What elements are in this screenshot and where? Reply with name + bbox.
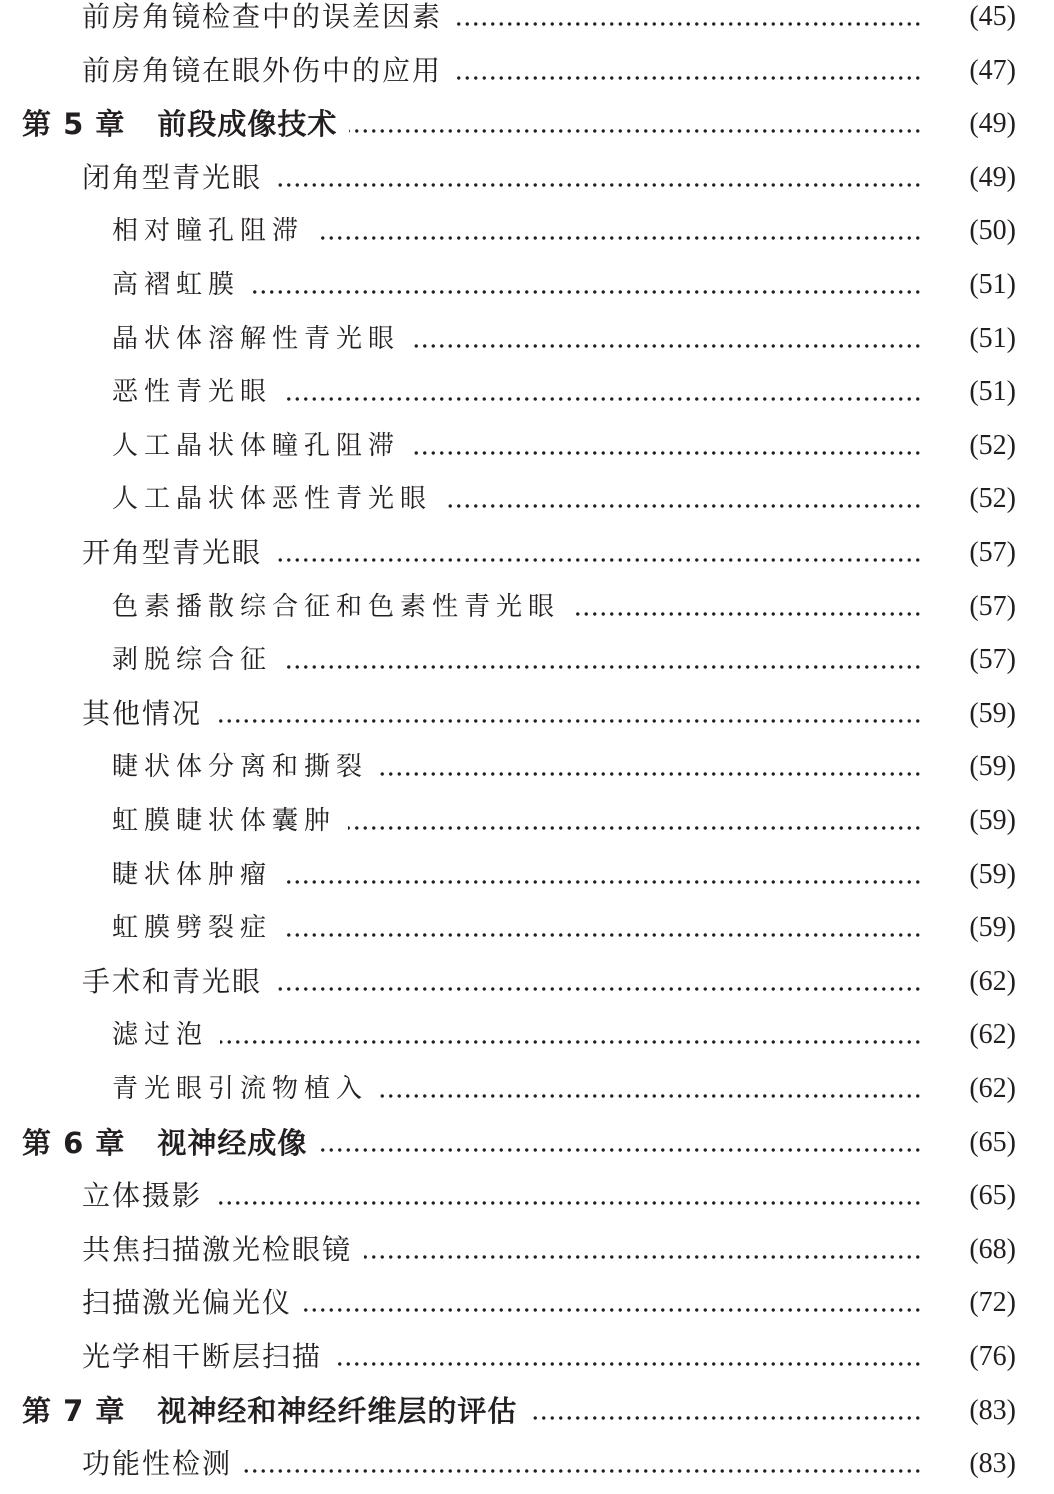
toc-row: [0, 526, 1054, 580]
dot-leader: [284, 365, 922, 419]
toc-row: [0, 44, 1054, 98]
dot-leader: [444, 472, 922, 526]
toc-row: [0, 204, 1054, 258]
toc-entry-title: 人工晶状体恶性青光眼: [112, 484, 433, 515]
toc-entry-title: 滤过泡: [112, 1020, 209, 1051]
toc-row: [0, 0, 1054, 44]
page-number: (59): [963, 740, 1016, 794]
toc-entry-title: 共焦扫描激光检眼镜: [82, 1232, 353, 1266]
toc-entry-title: 相对瞳孔阻滞: [112, 216, 305, 247]
page-number: (65): [963, 1116, 1016, 1170]
dot-leader: [454, 44, 922, 98]
toc-section-entry: [82, 1437, 240, 1491]
dot-leader: [284, 901, 922, 955]
toc-row: [0, 419, 1054, 473]
page-number: (62): [963, 1062, 1016, 1116]
toc-entry-title: 功能性检测: [82, 1447, 233, 1481]
toc-section-entry: [82, 1169, 210, 1223]
page-number: (50): [963, 204, 1016, 258]
toc-sub-entry: [112, 794, 344, 848]
dot-leader: [348, 794, 922, 848]
toc-row: [0, 472, 1054, 526]
toc-entry-title: 其他情况: [82, 696, 203, 730]
dot-leader: [364, 1223, 922, 1277]
dot-leader: [274, 526, 922, 580]
toc-row: [0, 1008, 1054, 1062]
toc-sub-entry: [112, 1062, 376, 1116]
toc-section-entry: [82, 955, 270, 1009]
dot-leader: [214, 687, 922, 741]
chapter-number: 第 6 章: [22, 1125, 126, 1160]
toc-row: [0, 151, 1054, 205]
toc-row: [0, 365, 1054, 419]
page-number: (49): [963, 97, 1016, 151]
toc-row: [0, 312, 1054, 366]
toc-row: [0, 687, 1054, 741]
page-number: (59): [963, 794, 1016, 848]
dot-leader: [529, 1384, 922, 1438]
dot-leader: [412, 419, 922, 473]
page-number: (57): [963, 526, 1016, 580]
page-number: (45): [963, 0, 1016, 44]
chapter-number: 第 7 章: [22, 1393, 126, 1428]
page-number: (49): [963, 151, 1016, 205]
toc-entry-title: 手术和青光眼: [82, 964, 263, 998]
toc-sub-entry: [112, 472, 440, 526]
page-number: (51): [963, 365, 1016, 419]
dot-leader: [380, 740, 922, 794]
page-number: (52): [963, 419, 1016, 473]
toc-section-entry: [82, 687, 210, 741]
toc-row: [0, 580, 1054, 634]
dot-leader: [304, 1276, 922, 1330]
dot-leader: [454, 0, 922, 44]
toc-row: [0, 1437, 1054, 1491]
page-number: (59): [963, 901, 1016, 955]
dot-leader: [274, 955, 922, 1009]
toc-entry-title: 视神经成像: [157, 1125, 308, 1160]
toc-section-entry: [82, 44, 450, 98]
page-number: (83): [963, 1384, 1016, 1438]
toc-sub-entry: [112, 901, 280, 955]
toc-sub-entry: [112, 258, 248, 312]
toc-entry-title: 闭角型青光眼: [82, 160, 263, 194]
toc-row: [0, 955, 1054, 1009]
toc-section-entry: [82, 151, 270, 205]
toc-row: [0, 97, 1054, 151]
page-number: (72): [963, 1276, 1016, 1330]
toc-entry-title: 扫描激光偏光仪: [82, 1286, 293, 1320]
toc-sub-entry: [112, 419, 408, 473]
dot-leader: [284, 633, 922, 687]
toc-section-entry: [82, 0, 450, 44]
toc-sub-entry: [112, 1008, 216, 1062]
dot-leader: [412, 312, 922, 366]
toc-entry-title: 高褶虹膜: [112, 270, 241, 300]
page-number: (57): [963, 633, 1016, 687]
page-number: (76): [963, 1330, 1016, 1384]
toc-row: [0, 1223, 1054, 1277]
page-number: (65): [963, 1169, 1016, 1223]
page-number: (51): [963, 312, 1016, 366]
toc-row: [0, 1116, 1054, 1170]
toc-sub-entry: [112, 580, 568, 634]
page-number: (59): [963, 687, 1016, 741]
toc-entry-title: 前房角镜在眼外伤中的应用: [82, 53, 443, 87]
toc-sub-entry: [112, 365, 280, 419]
toc-row: [0, 848, 1054, 902]
page-number: (62): [963, 955, 1016, 1009]
dot-leader: [214, 1169, 922, 1223]
dot-leader: [284, 848, 922, 902]
dot-leader: [244, 1437, 922, 1491]
toc-sub-entry: [112, 312, 408, 366]
toc-entry-title: 视神经和神经纤维层的评估: [157, 1393, 518, 1428]
toc-entry-title: 色素播散综合征和色素性青光眼: [112, 591, 561, 622]
toc-row: [0, 258, 1054, 312]
page-number: (59): [963, 848, 1016, 902]
dot-leader: [572, 580, 922, 634]
dot-leader: [316, 204, 922, 258]
dot-leader: [380, 1062, 922, 1116]
toc-section-entry: [82, 1223, 360, 1277]
toc-entry-title: 晶状体溶解性青光眼: [112, 323, 401, 354]
page-number: (51): [963, 258, 1016, 312]
toc-row: [0, 901, 1054, 955]
toc-entry-title: 光学相干断层扫描: [82, 1340, 323, 1373]
toc-chapter-entry: [22, 1384, 525, 1438]
toc-entry-title: 前段成像技术: [157, 107, 338, 142]
toc-row: [0, 1276, 1054, 1330]
toc-row: [0, 1384, 1054, 1438]
toc-sub-entry: [112, 633, 280, 687]
toc-sub-entry: [112, 204, 312, 258]
toc-entry-title: 睫状体分离和撕裂: [112, 752, 369, 783]
toc-row: [0, 633, 1054, 687]
chapter-number: 第 5 章: [22, 107, 126, 142]
dot-leader: [220, 1008, 922, 1062]
page-number: (62): [963, 1008, 1016, 1062]
toc-chapter-entry: [22, 1116, 315, 1170]
toc-row: [0, 740, 1054, 794]
page-number: (83): [963, 1437, 1016, 1491]
toc-row: [0, 1330, 1054, 1384]
dot-leader: [319, 1116, 922, 1170]
page-number: (57): [963, 580, 1016, 634]
toc-row: [0, 1062, 1054, 1116]
toc-row: [0, 794, 1054, 848]
toc-entry-title: 睫状体肿瘤: [112, 859, 273, 890]
page-number: (47): [963, 44, 1016, 98]
toc-sub-entry: [112, 740, 376, 794]
toc-chapter-entry: [22, 97, 345, 151]
toc-entry-title: 前房角镜检查中的误差因素: [82, 0, 443, 33]
toc-entry-title: 虹膜睫状体囊肿: [112, 806, 337, 836]
toc-section-entry: [82, 1276, 300, 1330]
toc-section-entry: [82, 1330, 330, 1384]
page-number: (52): [963, 472, 1016, 526]
toc-entry-title: 恶性青光眼: [112, 377, 273, 408]
toc-entry-title: 立体摄影: [82, 1179, 203, 1213]
toc-entry-title: 剥脱综合征: [112, 645, 273, 676]
toc-sub-entry: [112, 848, 280, 902]
dot-leader: [252, 258, 922, 312]
dot-leader: [334, 1330, 922, 1384]
toc-row: [0, 1169, 1054, 1223]
toc-entry-title: 人工晶状体瞳孔阻滞: [112, 430, 401, 461]
toc-entry-title: 开角型青光眼: [82, 536, 263, 569]
toc-section-entry: [82, 526, 270, 580]
dot-leader: [349, 97, 922, 151]
page-number: (68): [963, 1223, 1016, 1277]
dot-leader: [274, 151, 922, 205]
toc-entry-title: 青光眼引流物植入: [112, 1074, 369, 1104]
toc-entry-title: 虹膜劈裂症: [112, 913, 273, 944]
